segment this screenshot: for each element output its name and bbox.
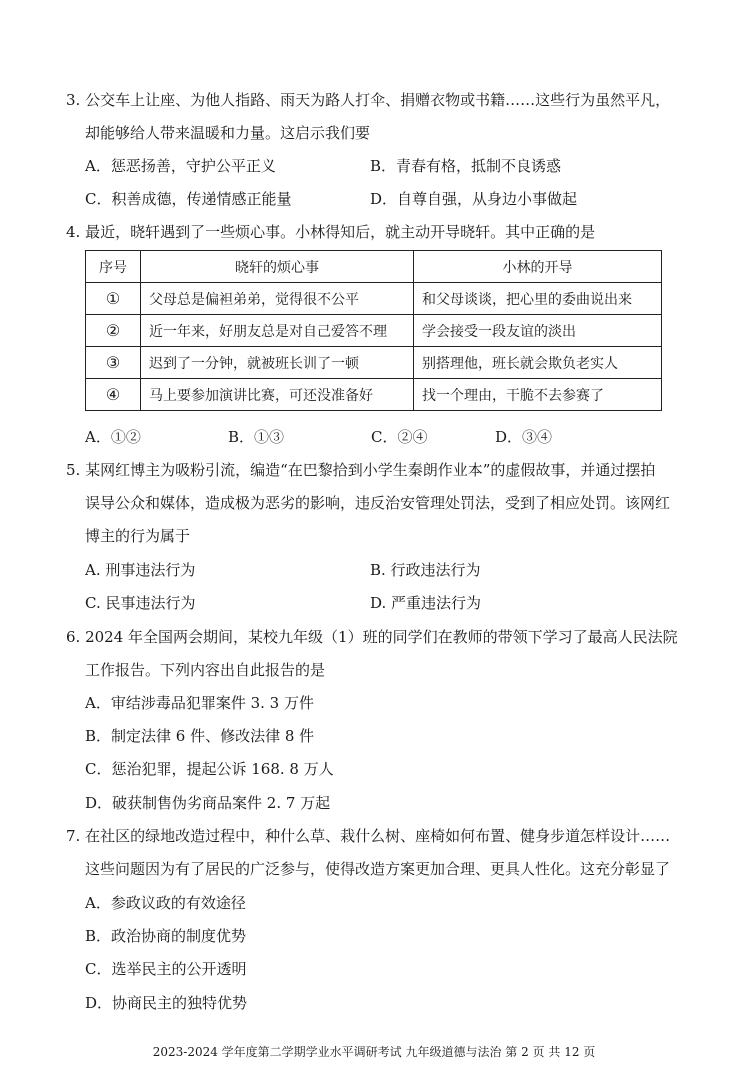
q6-option-b: B．制定法律 6 件、修改法律 8 件 — [85, 727, 315, 745]
q3-stem-line1: 3. 公交车上让座、为他人指路、雨天为路人打伞、捐赠衣物或书籍……这些行为虽然平凡， — [66, 91, 671, 109]
table-cell-trouble: 近一年来，好朋友总是对自己爱答不理 — [141, 315, 414, 347]
q3-option-a: A．惩恶扬善，守护公平正义 — [85, 157, 276, 175]
q4-table — [85, 250, 662, 411]
q7-stem-line1: 7. 在社区的绿地改造过程中，种什么草、栽什么树、座椅如何布置、健身步道怎样设计…… — [66, 827, 671, 845]
table-cell-number: ① — [86, 283, 141, 315]
table-cell-advice: 和父母谈谈，把心里的委曲说出来 — [414, 283, 662, 315]
q7-stem-line2: 这些问题因为有了居民的广泛参与，使得改造方案更加合理、更具人性化。这充分彰显了 — [85, 860, 671, 878]
table-cell-trouble: 父母总是偏袒弟弟，觉得很不公平 — [141, 283, 414, 315]
q6-stem-line2: 工作报告。下列内容出自此报告的是 — [85, 661, 326, 679]
table-cell-advice: 别搭理他，班长就会欺负老实人 — [414, 347, 662, 379]
q7-option-c: C．选举民主的公开透明 — [85, 960, 247, 978]
q5-stem-line1: 5. 某网红博主为吸粉引流，编造“在巴黎拾到小学生秦朗作业本”的虚假故事，并通过摆拍 — [66, 461, 656, 479]
q4-option-a: A．①② — [85, 428, 141, 446]
q4-option-d: D．③④ — [495, 428, 553, 446]
q7-option-d: D．协商民主的独特优势 — [85, 994, 248, 1012]
q6-option-a: A．审结涉毒品犯罪案件 3. 3 万件 — [85, 694, 314, 712]
table-cell-trouble: 马上要参加演讲比赛，可还没准备好 — [141, 379, 414, 411]
q5-option-b: B. 行政违法行为 — [370, 561, 481, 579]
table-row — [86, 315, 662, 347]
q7-option-b: B．政治协商的制度优势 — [85, 927, 247, 945]
q4-stem: 4. 最近，晓轩遇到了一些烦心事。小林得知后，就主动开导晓轩。其中正确的是 — [66, 223, 596, 241]
table-header-cell: 晓轩的烦心事 — [141, 251, 414, 283]
q7-option-a: A．参政议政的有效途径 — [85, 894, 246, 912]
q4-option-b: B．①③ — [228, 428, 285, 446]
q6-option-c: C．惩治犯罪，提起公诉 168. 8 万人 — [85, 760, 334, 778]
q5-option-d: D. 严重违法行为 — [370, 594, 482, 612]
table-cell-number: ③ — [86, 347, 141, 379]
q5-stem-line2: 误导公众和媒体，造成极为恶劣的影响，违反治安管理处罚法，受到了相应处罚。该网红 — [85, 494, 671, 512]
q6-option-d: D．破获制售伪劣商品案件 2. 7 万起 — [85, 794, 331, 812]
q3-option-b: B．青春有格，抵制不良诱惑 — [370, 157, 562, 175]
table-cell-number: ④ — [86, 379, 141, 411]
table-cell-trouble: 迟到了一分钟，就被班长训了一顿 — [141, 347, 414, 379]
q5-stem-line3: 博主的行为属于 — [85, 527, 191, 545]
table-row — [86, 347, 662, 379]
table-cell-advice: 找一个理由，干脆不去参赛了 — [414, 379, 662, 411]
q5-option-c: C. 民事违法行为 — [85, 594, 196, 612]
q4-option-c: C．②④ — [371, 428, 428, 446]
q3-stem-line2: 却能够给人带来温暖和力量。这启示我们要 — [85, 124, 371, 142]
table-header-cell: 序号 — [86, 251, 141, 283]
page-footer: 2023-2024 学年度第二学期学业水平调研考试 九年级道德与法治 第 2 页 共 12 页 — [152, 1045, 596, 1059]
table-cell-advice: 学会接受一段友谊的淡出 — [414, 315, 662, 347]
table-header-cell: 小林的开导 — [414, 251, 662, 283]
table-header-row — [86, 251, 662, 283]
table-row — [86, 283, 662, 315]
q3-option-c: C．积善成德，传递情感正能量 — [85, 190, 292, 208]
q6-stem-line1: 6. 2024 年全国两会期间，某校九年级（1）班的同学们在教师的带领下学习了最高人民法院 — [66, 628, 678, 646]
q5-option-a: A. 刑事违法行为 — [85, 561, 196, 579]
table-row — [86, 379, 662, 411]
q3-option-d: D．自尊自强，从身边小事做起 — [370, 190, 578, 208]
table-cell-number: ② — [86, 315, 141, 347]
